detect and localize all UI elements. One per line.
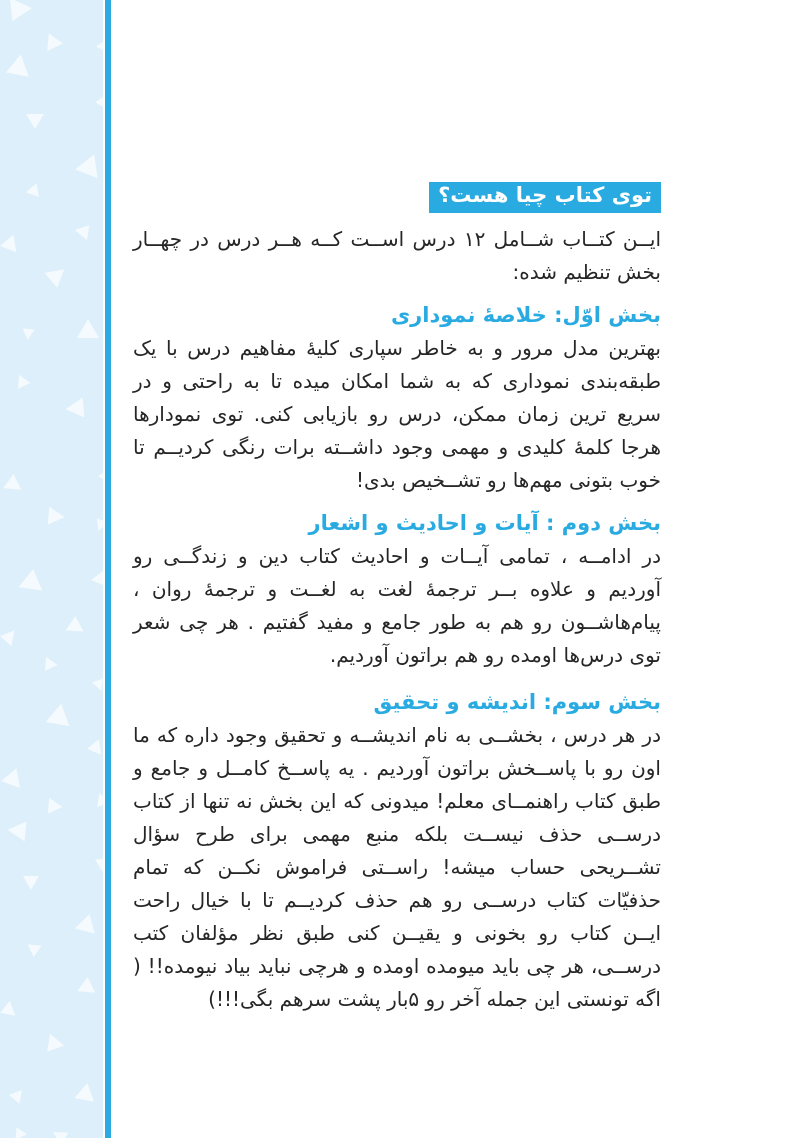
- triangle-icon: [0, 1001, 15, 1022]
- triangle-icon: [69, 914, 94, 939]
- triangle-icon: [66, 613, 85, 632]
- section-body-second: در ادامــه ، تمامی آیــات و احادیث کتاب دین و زندگــی رو آوردیم و علاوه بــر ترجمهٔ لغت به لغــت و ترجمهٔ روان ، پیام‌هاشــون رو هم به طور جامع و مفید گفتیم . هر چی شعر توی درس‌ها اومده رو هم براتون آوردیم.: [133, 544, 661, 668]
- triangle-icon: [0, 628, 14, 647]
- triangle-icon: [1, 762, 27, 788]
- intro-paragraph: ایــن کتــاب شــامل ۱۲ درس اســت کــه هــر درس در چهــار بخش تنظیم شده:: [133, 227, 661, 285]
- triangle-icon: [77, 973, 97, 993]
- triangle-icon: [70, 154, 97, 181]
- triangle-icon: [74, 1078, 97, 1101]
- section-heading-first: بخش اوّل: خلاصهٔ نموداری: [390, 303, 661, 328]
- triangle-icon: [18, 375, 34, 390]
- page-title-text: توی کتاب چیا هست؟: [438, 183, 652, 207]
- triangle-icon: [0, 0, 31, 29]
- triangle-icon: [16, 1127, 31, 1138]
- triangle-icon: [92, 92, 103, 113]
- triangle-icon: [92, 518, 103, 535]
- triangle-icon: [0, 235, 16, 256]
- section-body-third: در هر درس ، بخشــی به نام اندیشــه و تحقیق وجود داره که ما اون رو با پاســخش براتون آوردیم . یه پاســخ کامــل و جامع و طبق کتاب راهنمــای معلم! میدونی که این بخش نه تنها از کتاب درســی حذف نیســت بلکه منبع مهمی برای طرح سؤال تشــریحی حساب میشه! راســتی فراموش نکــن که تمام حذفیّات کتاب درســی رو هم حذف کردیــم تا با خیال راحت ایــن کتاب رو بخونی و یقیــن کنی طبق نظر مؤلفان کتب درســی، هر چی باید میومده اومده و هرچی نباید بیاد نیومده!! ( اگه تونستی این جمله آخر رو ۵بار پشت سرهم بگی!!!): [133, 723, 661, 1012]
- triangle-icon: [87, 567, 103, 592]
- section-body-first: بهترین مدل مرور و به خاطر سپاری کلیهٔ مفاهیم درس با یک طبقه‌بندی نموداری که به شما امکان میده تا به راحتی و در سریع ترین زمان ممکن، درس رو بازیابی کنی. توی نمودارها هرجا کلمهٔ کلیدی و مهمی وجود داشــته برات رنگی کردیــم تا خوب بتونی مهم‌ها رو تشــخیص بدی!: [133, 336, 661, 493]
- triangle-icon: [92, 678, 103, 695]
- triangle-icon: [48, 507, 68, 527]
- triangle-icon: [47, 1034, 69, 1055]
- triangle-icon: [90, 793, 103, 813]
- triangle-icon: [26, 114, 44, 132]
- accent-stripe: [105, 0, 111, 1138]
- page-content: [133, 182, 661, 1016]
- triangle-icon: [0, 54, 29, 84]
- triangle-icon: [4, 820, 27, 842]
- triangle-icon: [26, 944, 41, 960]
- section-heading-second: بخش دوم : آیات و احادیث و اشعار: [308, 511, 661, 536]
- section-heading-third: بخش سوم: اندیشه و تحقیق: [373, 690, 661, 715]
- page-title-highlight: [429, 182, 661, 213]
- triangle-icon: [9, 1090, 27, 1109]
- triangle-icon: [92, 35, 103, 57]
- triangle-icon: [45, 657, 61, 672]
- triangle-icon: [26, 183, 46, 203]
- triangle-icon: [3, 470, 23, 490]
- triangle-icon: [53, 1124, 75, 1138]
- triangle-icon: [21, 329, 34, 344]
- triangle-icon: [48, 798, 66, 815]
- sidebar-decoration: [0, 0, 103, 1138]
- triangle-icon: [19, 564, 46, 590]
- triangle-icon: [83, 739, 101, 757]
- triangle-icon: [47, 33, 67, 53]
- triangle-icon: [39, 704, 70, 735]
- triangle-icon: [23, 876, 39, 893]
- triangle-icon: [94, 467, 103, 484]
- triangle-icon: [75, 218, 98, 241]
- triangle-icon: [77, 316, 99, 338]
- triangle-icon: [89, 852, 103, 872]
- triangle-icon: [62, 398, 85, 420]
- triangle-icon: [44, 269, 67, 292]
